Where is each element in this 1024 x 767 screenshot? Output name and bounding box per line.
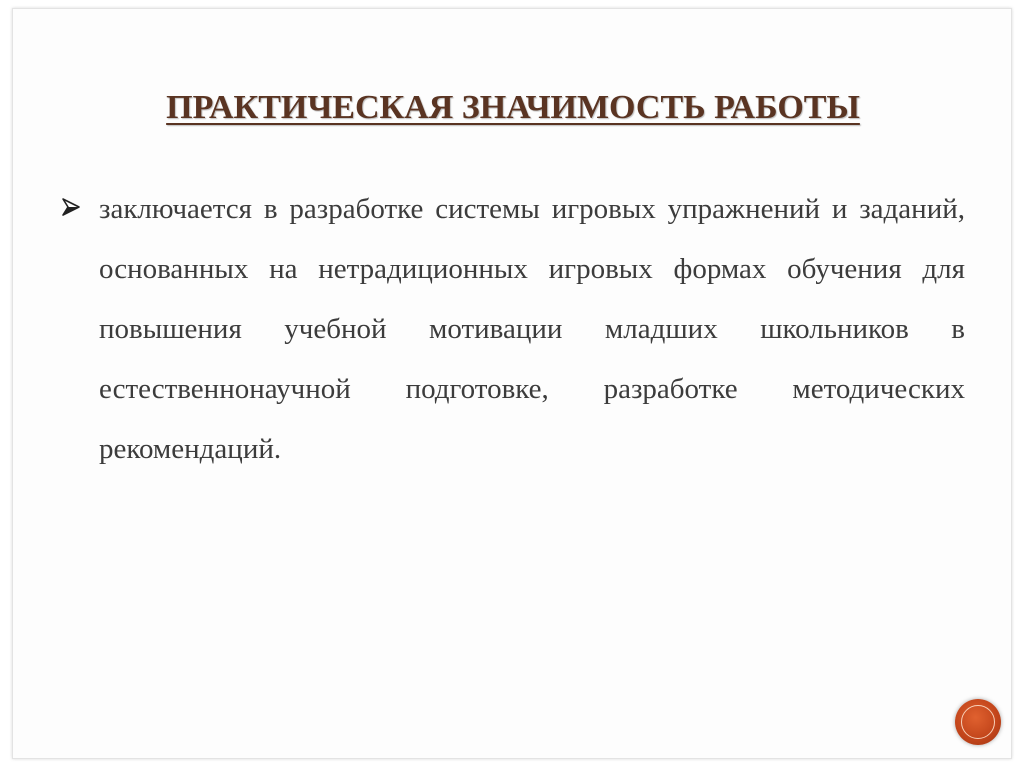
nav-ring xyxy=(961,705,995,739)
slide xyxy=(12,8,1012,759)
bullet-list xyxy=(61,179,965,479)
bullet-text: заключается в разработке системы игровых упражнений и заданий, основанных на нетрадиционных игровых формах обучения для повышения учебной мотивации младших школьников в естественнонаучной подготовке, разработке методических рекомендаций. xyxy=(99,193,965,465)
list-item xyxy=(61,179,965,479)
arrow-bullet-icon xyxy=(61,197,81,217)
circle-nav-icon[interactable] xyxy=(955,699,1001,745)
slide-title: ПРАКТИЧЕСКАЯ ЗНАЧИМОСТЬ РАБОТЫ xyxy=(166,89,860,126)
